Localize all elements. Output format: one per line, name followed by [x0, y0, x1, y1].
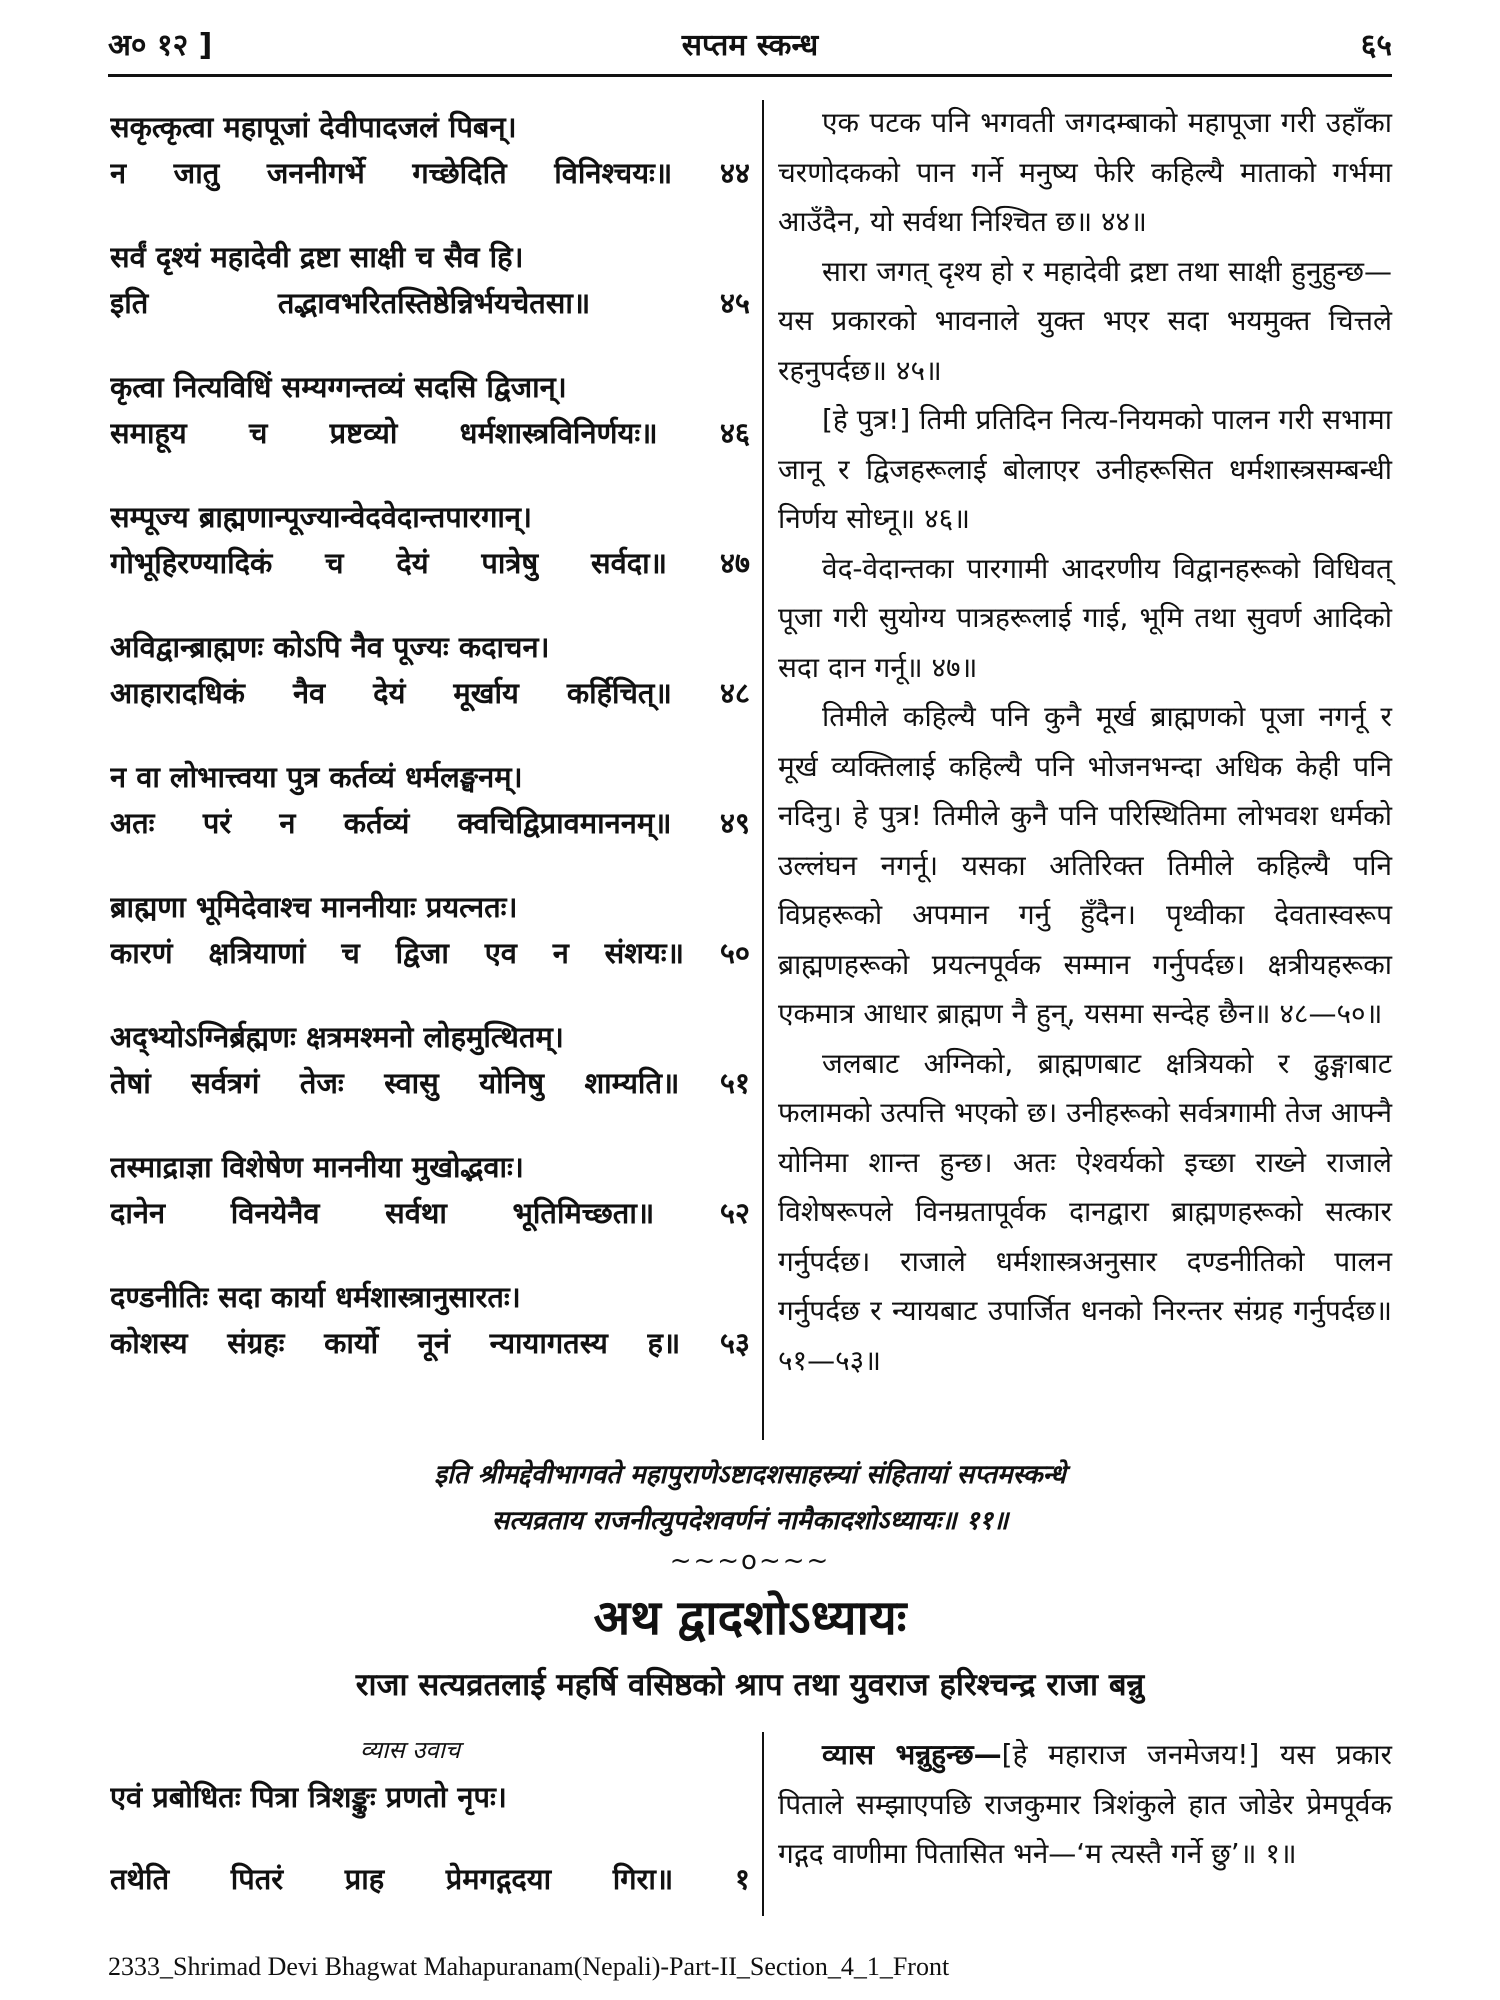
verse-line: सर्वं दृश्यं महादेवी द्रष्टा साक्षी च सैव हि। [110, 240, 524, 274]
verse-line: एवं प्रबोधितः पित्रा त्रिशङ्कुः प्रणतो नृपः। [110, 1780, 507, 1814]
verse-line: सकृत्कृत्वा महापूजां देवीपादजलं पिबन्। [110, 110, 517, 144]
verse-line: न जातु जननीगर्भे गच्छेदिति विनिश्चयः॥ ४४ [110, 156, 750, 190]
speaker-label: व्यास उवाच [360, 1736, 461, 1764]
verse-53 [110, 1274, 750, 1366]
verse-line: अद्भ्योऽग्निर्ब्रह्मणः क्षत्रमश्मनो लोहमुत्थितम्। [110, 1020, 564, 1054]
chapter-colophon [110, 1452, 1390, 1544]
verse-46 [110, 364, 750, 456]
verse-line: समाहूय च प्रष्टव्यो धर्मशास्त्रविनिर्णयः॥ ४६ [110, 416, 750, 450]
translation-text: [हे महाराज जनमेजय!] यस प्रकार पिताले सम्झाएपछि राजकुमार त्रिशंकुले हात जोडेर प्रेमपूर्वक गद्गद वाणीमा पितासित भने—‘म त्यस्तै गर्ने छु’॥ १॥ [778, 1738, 1392, 1870]
verse-45 [110, 234, 750, 326]
verse-line: इति तद्भावभरितस्तिष्ठेन्निर्भयचेतसा॥ ४५ [110, 286, 750, 320]
verse-line: दण्डनीतिः सदा कार्या धर्मशास्त्रानुसारतः। [110, 1280, 521, 1314]
translation-paragraph: वेद-वेदान्तका पारगामी आदरणीय विद्वानहरूको विधिवत् पूजा गरी सुयोग्य पात्रहरूलाई गाई, भूमि तथा सुवर्ण आदिको सदा दान गर्नू॥ ४७॥ [778, 551, 1392, 684]
nepali-translation-column-2 [778, 1730, 1392, 1879]
chapter-number: अ० १२ ] [108, 28, 213, 63]
verse-line: तस्माद्राज्ञा विशेषेण माननीया मुखोद्भवाः। [110, 1150, 524, 1184]
verse-47 [110, 494, 750, 586]
verse-line: तथेति पितरं प्राह प्रेमगद्गदया गिरा॥ १ [110, 1862, 750, 1896]
verse-line: कारणं क्षत्रियाणां च द्विजा एव न संशयः॥ ५० [110, 936, 750, 970]
verse-spacer [110, 1820, 750, 1856]
translation-paragraph: जलबाट अग्निको, ब्राह्मणबाट क्षत्रियको र ढुङ्गाबाट फलामको उत्पत्ति भएको छ। उनीहरूको सर्वत्रगामी तेज आफ्नै योनिमा शान्त हुन्छ। अतः ऐश्वर्यको इच्छा राख्ने राजाले विशेषरूपले विनम्रतापूर्वक दानद्वारा ब्राह्मणहरूको सत्कार गर्नुपर्दछ। राजाले धर्मशास्त्रअनुसार दण्डनीतिको पालन गर्नुपर्दछ र न्यायबाट उपार्जित धनको निरन्तर संग्रह गर्नुपर्दछ॥ ५१—५३॥ [778, 1046, 1392, 1377]
running-header [108, 22, 1392, 77]
file-footer: 2333_Shrimad Devi Bhagwat Mahapuranam(Nepali)-Part-II_Section_4_1_Front [108, 1952, 950, 1981]
sanskrit-verses-column-2 [110, 1774, 750, 1902]
verse-1 [110, 1774, 750, 1902]
verse-line: गोभूहिरण्यादिकं च देयं पात्रेषु सर्वदा॥ ४७ [110, 546, 750, 580]
nepali-translation-column [778, 98, 1392, 1385]
chapter-title: अथ द्वादशोऽध्यायः [593, 1590, 907, 1646]
verse-line: न वा लोभात्त्वया पुत्र कर्तव्यं धर्मलङ्घनम्। [110, 760, 523, 794]
verse-line: आहारादधिकं नैव देयं मूर्खाय कर्हिचित्॥ ४८ [110, 676, 750, 710]
translation-paragraph: सारा जगत् दृश्य हो र महादेवी द्रष्टा तथा साक्षी हुनुहुन्छ—यस प्रकारको भावनाले युक्त भएर सदा भयमुक्त चित्तले रहनुपर्दछ॥ ४५॥ [778, 254, 1392, 387]
translation-paragraph: [हे पुत्र!] तिमी प्रतिदिन नित्य-नियमको पालन गरी सभामा जानू र द्विजहरूलाई बोलाएर उनीहरूसित धर्मशास्त्रसम्बन्धी निर्णय सोध्नू॥ ४६॥ [778, 403, 1392, 535]
speaker-heading: व्यास भन्नुहुन्छ— [822, 1738, 1002, 1771]
sanskrit-verses-column [110, 104, 750, 1404]
page-number: ६५ [1360, 28, 1392, 63]
verse-48 [110, 624, 750, 716]
colophon-line: सत्यव्रताय राजनीत्युपदेशवर्णनं नामैकादशोऽध्यायः॥ ११॥ [491, 1506, 1009, 1536]
verse-line: दानेन विनयेनैव सर्वथा भूतिमिच्छता॥ ५२ [110, 1196, 750, 1230]
verse-51 [110, 1014, 750, 1106]
colophon-line: इति श्रीमद्देवीभागवते महापुराणेऽष्टादशसाहस्र्यां संहितायां सप्तमस्कन्धे [434, 1460, 1066, 1490]
verse-52 [110, 1144, 750, 1236]
verse-line: अविद्वान्ब्राह्मणः कोऽपि नैव पूज्यः कदाचन। [110, 630, 550, 664]
verse-line: अतः परं न कर्तव्यं क्वचिद्विप्रावमाननम्॥ ४९ [110, 806, 750, 840]
verse-line: सम्पूज्य ब्राह्मणान्पूज्यान्वेदवेदान्तपारगान्। [110, 500, 533, 534]
verse-line: कोशस्य संग्रहः कार्यो नूनं न्यायागतस्य ह॥ ५३ [110, 1326, 750, 1360]
verse-49 [110, 754, 750, 846]
verse-44 [110, 104, 750, 196]
chapter-subtitle: राजा सत्यव्रतलाई महर्षि वसिष्ठको श्राप तथा युवराज हरिश्चन्द्र राजा बन्नु [355, 1667, 1145, 1703]
book-section-title: सप्तम स्कन्ध [681, 28, 819, 63]
translation-paragraph [778, 1730, 1392, 1879]
verse-line: तेषां सर्वत्रगं तेजः स्वासु योनिषु शाम्यति॥ ५१ [110, 1066, 750, 1100]
verse-50 [110, 884, 750, 976]
ornament-divider: ~~~o~~~ [669, 1546, 831, 1576]
verse-line: ब्राह्मणा भूमिदेवाश्च माननीयाः प्रयत्नतः। [110, 890, 518, 924]
translation-paragraph: तिमीले कहिल्यै पनि कुनै मूर्ख ब्राह्मणको पूजा नगर्नू र मूर्ख व्यक्तिलाई कहिल्यै पनि भोजनभन्दा अधिक केही पनि नदिनु। हे पुत्र! तिमीले कुनै पनि परिस्थितिमा लोभवश धर्मको उल्लंघन नगर्नू। यसका अतिरिक्त तिमीले कहिल्यै पनि विप्रहरूको अपमान गर्नु हुँदैन। पृथ्वीका देवतास्वरूप ब्राह्मणहरूको प्रयत्नपूर्वक सम्मान गर्नुपर्दछ। क्षत्रीयहरूका एकमात्र आधार ब्राह्मण नै हुन्, यसमा सन्देह छैन॥ ४८—५०॥ [778, 700, 1392, 1030]
column-divider [762, 100, 764, 1440]
translation-paragraph: एक पटक पनि भगवती जगदम्बाको महापूजा गरी उहाँका चरणोदकको पान गर्ने मनुष्य फेरि कहिल्यै माताको गर्भमा आउँदैन, यो सर्वथा निश्चित छ॥ ४४॥ [778, 106, 1392, 238]
column-divider [762, 1732, 764, 1916]
verse-line: कृत्वा नित्यविधिं सम्यग्गन्तव्यं सदसि द्विजान्। [110, 370, 567, 404]
